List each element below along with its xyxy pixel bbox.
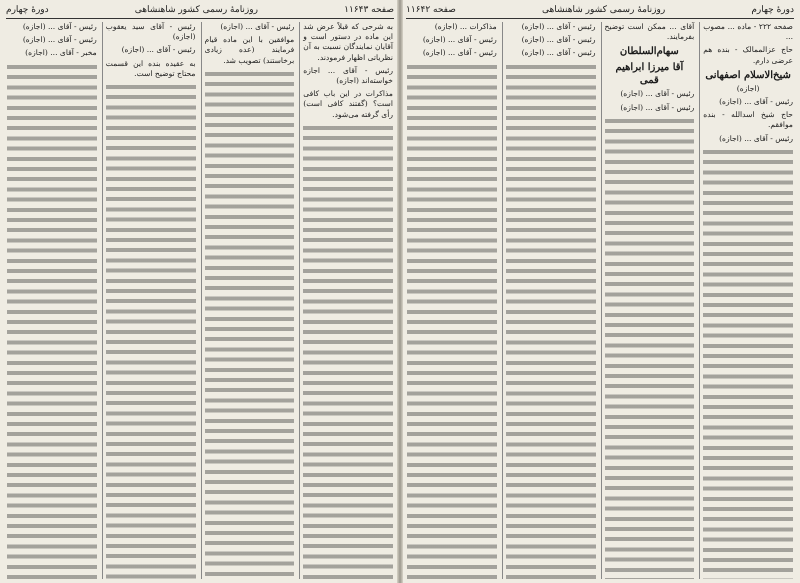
speaker-heading: سهام‌السلطان [619,46,679,58]
left-page-columns [4,22,396,579]
paragraph: رئیس - آقای سید یعقوب (اجازه) [105,22,196,42]
vote-note: (اجازه) [736,83,760,93]
text-column [102,22,199,579]
paragraph: به عقیده بنده این قسمت محتاج توضیح است. [105,58,196,78]
left-page-header [6,2,394,19]
text-column [404,22,500,579]
paragraph: رئیس - آقای ... (اجازه) [521,22,596,31]
text-column [502,22,599,579]
right-page-number: صفحه ۱۱۶۴۲ [406,5,456,15]
left-page-session: دورهٔ چهارم [6,5,49,15]
right-page-title: روزنامهٔ رسمی کشور شاهنشاهی [542,5,666,15]
speaker-heading: آقا میرزا ابراهیم قمی [615,62,684,87]
paragraph: رئیس - آقای ... (اجازه) [22,35,97,45]
paragraph: رئیس - آقای ... (اجازه) [521,35,596,45]
dense-text-body [106,82,196,579]
paragraph: رئیس - آقای ... (اجازه) [422,35,497,45]
dense-text-body [605,116,695,579]
right-page-session: دورهٔ چهارم [751,5,794,15]
right-page-columns [404,22,796,579]
text-column [601,22,698,579]
left-page-title: روزنامهٔ رسمی کشور شاهنشاهی [134,5,258,15]
right-page [400,0,800,583]
paragraph: صفحه ۲۲۲ - ماده ... مصوب ... [703,22,793,42]
paragraph: رئیس - آقای ... (اجازه) [620,89,695,99]
paragraph: رئیس - آقای ... اجازه خواسته‌اند (اجازه) [303,65,393,86]
right-page-header [406,2,794,19]
paragraph: به شرحی که قبلاً عرض شد این ماده در دستور است و آقایان نمایندگان نسبت به آن نظریاتی اظهار فرمودند. [303,22,393,62]
paragraph: مذاکرات ... (اجازه) [434,22,497,31]
paragraph: حاج شیخ اسدالله - بنده موافقم. [703,110,793,130]
paragraph: مذاکرات در این باب کافی است؟ (گفتند کافی است) رأی گرفته می‌شود. [303,89,393,119]
paragraph: رئیس - آقای ... (اجازه) [719,97,793,107]
text-column [201,22,298,579]
paragraph: رئیس - آقای ... (اجازه) [220,22,295,31]
dense-text-body [303,123,393,579]
paragraph: آقای ... ممکن است توضیح بفرمایند. [604,22,695,42]
paragraph: رئیس - آقای ... (اجازه) [22,22,97,31]
dense-text-body [205,69,295,579]
paragraph: رئیس - آقای ... (اجازه) [719,133,793,143]
dense-text-body [7,62,97,579]
dense-text-body [506,62,596,579]
text-column [299,22,396,579]
paragraph: رئیس - آقای ... (اجازه) [422,48,497,58]
paragraph: مخبر - آقای ... (اجازه) [25,48,97,58]
dense-text-body [407,62,497,579]
speaker-heading: شیخ‌الاسلام اصفهانی [705,69,791,81]
paragraph: حاج عزالممالک - بنده هم عرضی دارم. [703,45,793,65]
paragraph: رئیس - آقای ... (اجازه) [521,48,596,58]
paragraph: موافقین با این ماده قیام فرمایند (عده زیادی برخاستند) تصویب شد. [204,35,295,65]
paragraph: رئیس - آقای ... (اجازه) [620,102,695,112]
left-page-number: صفحه ۱۱۶۴۳ [344,5,394,15]
paragraph: رئیس - آقای ... (اجازه) [121,45,196,55]
dense-text-body [703,147,793,579]
text-column [4,22,100,579]
text-column [699,22,796,579]
